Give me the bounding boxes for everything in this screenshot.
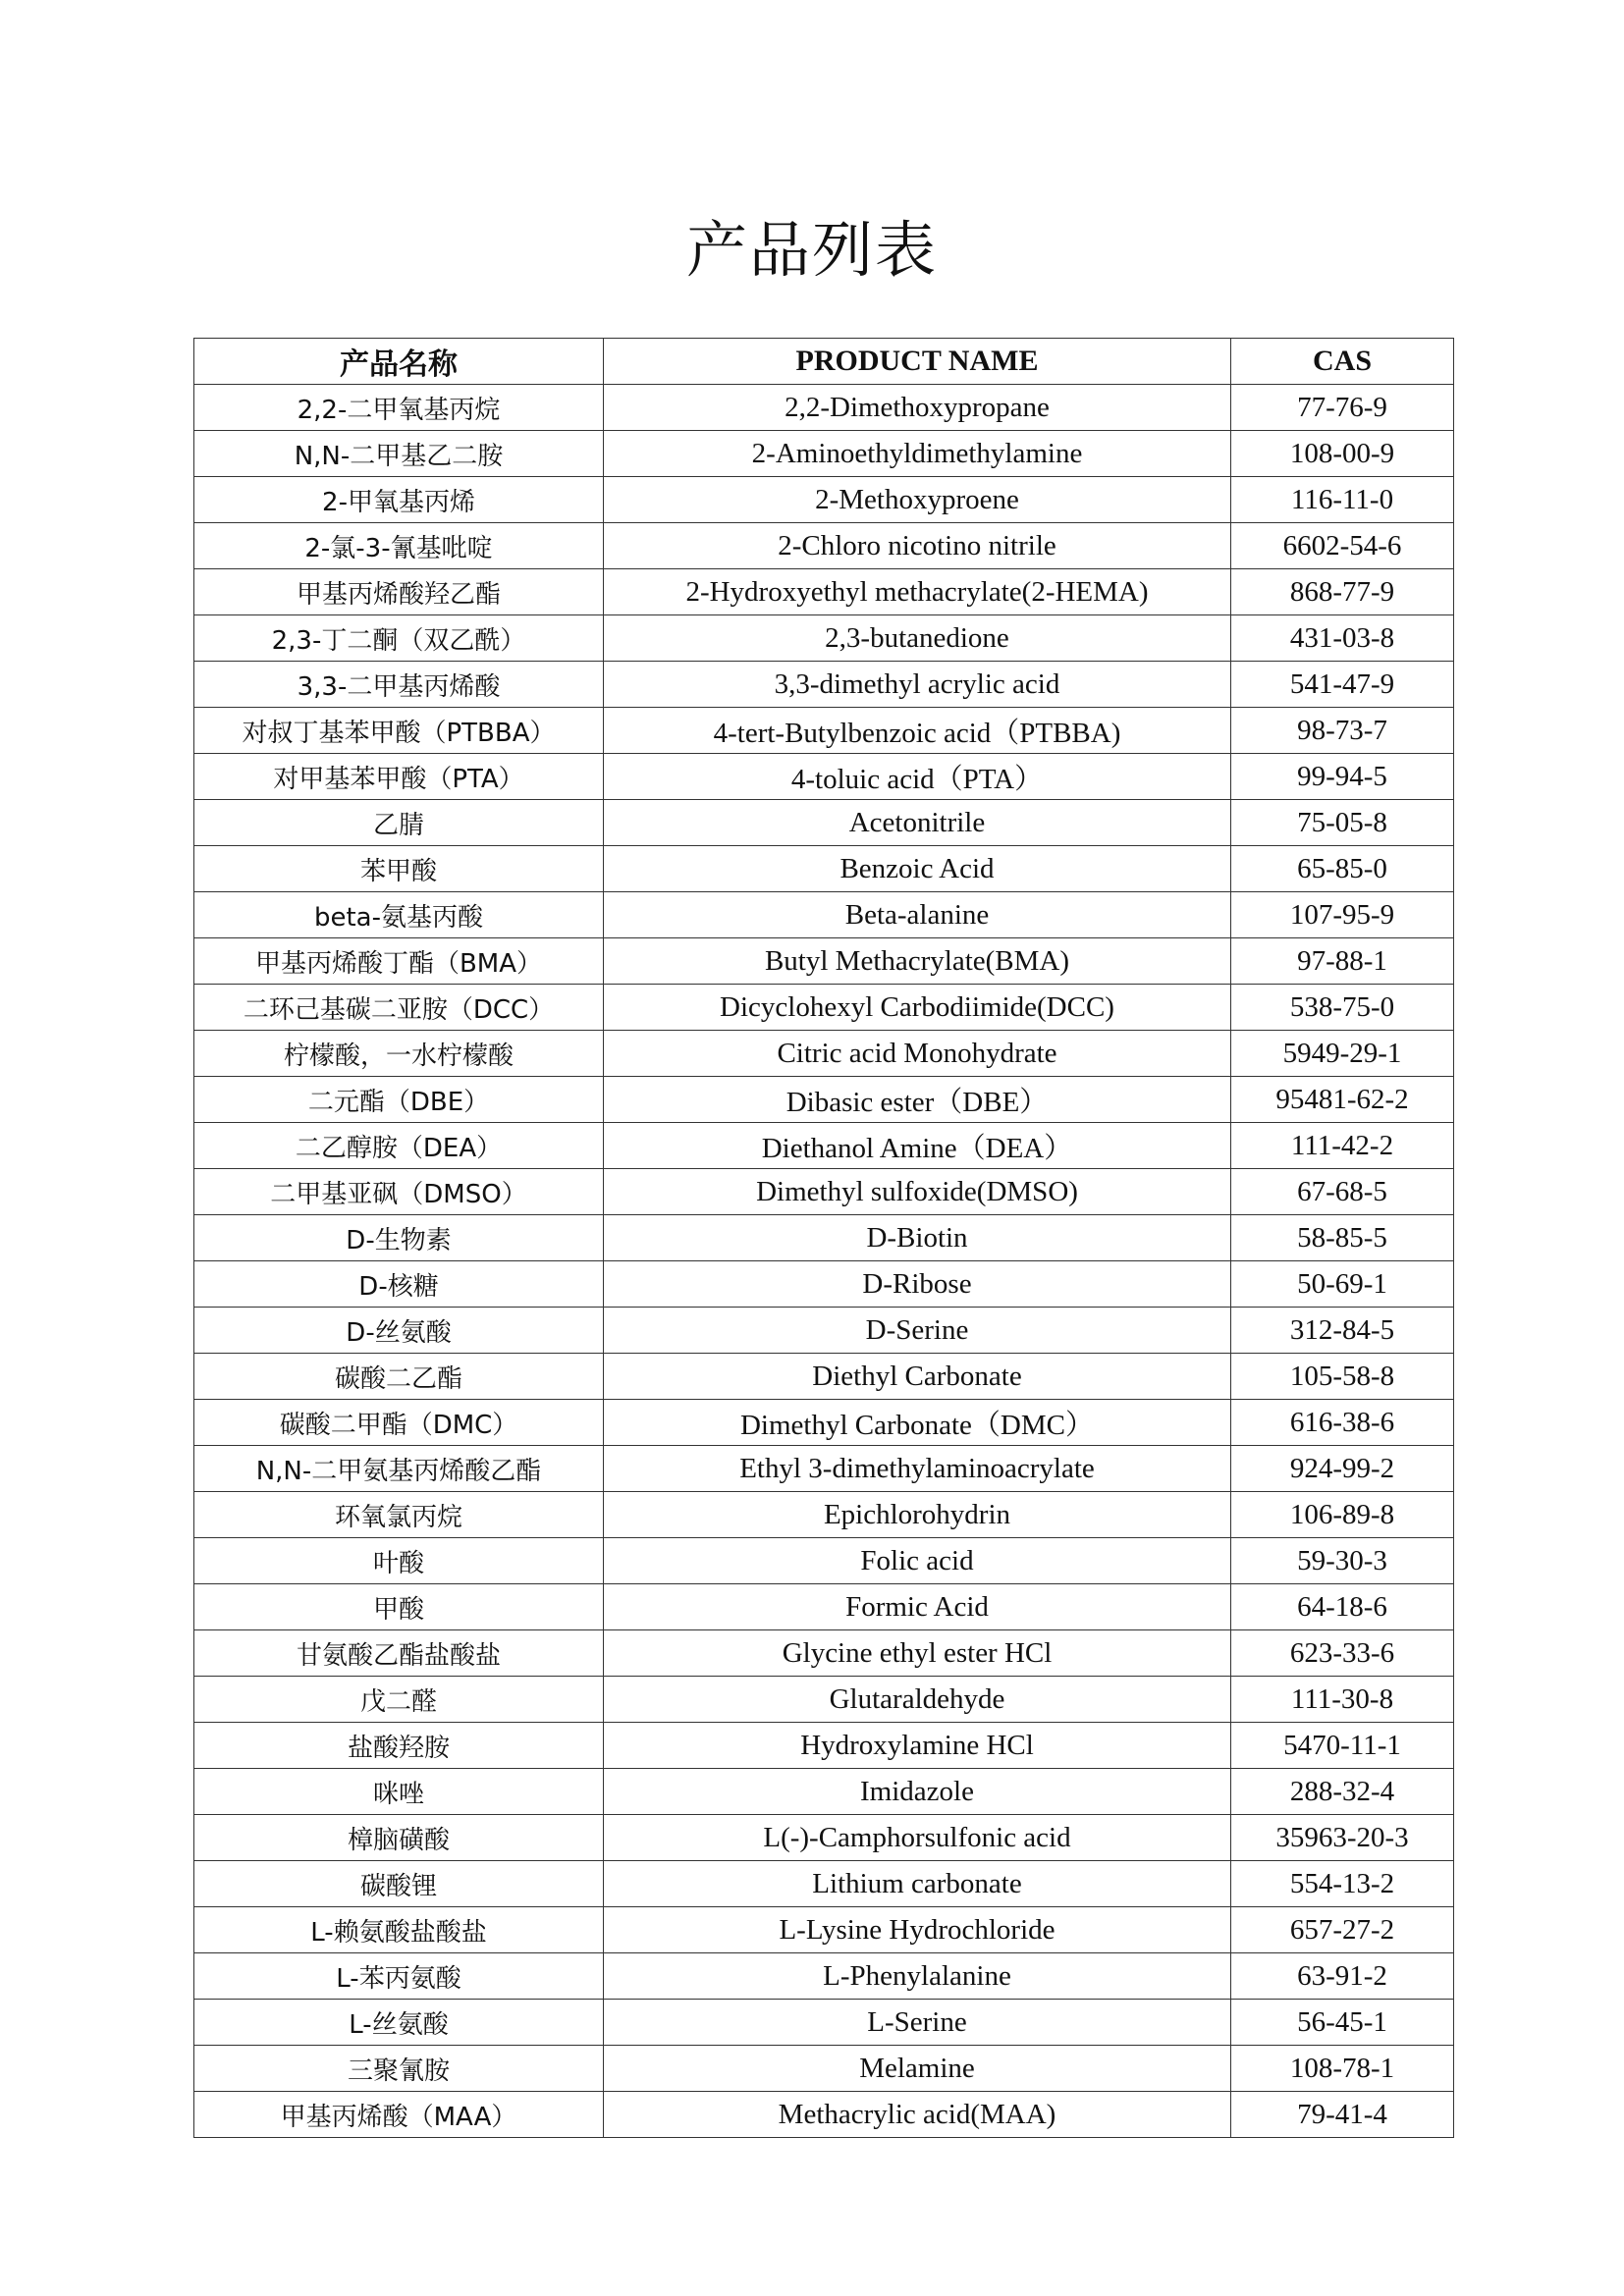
cn-name-cell: 柠檬酸，一水柠檬酸 [194, 1031, 604, 1077]
product-name-cell: L(-)-Camphorsulfonic acid [604, 1815, 1231, 1861]
cas-cell: 111-42-2 [1231, 1123, 1454, 1169]
cas-cell: 108-00-9 [1231, 431, 1454, 477]
cn-name-cell: 碳酸锂 [194, 1861, 604, 1907]
cas-cell: 108-78-1 [1231, 2046, 1454, 2092]
table-row [194, 1677, 1454, 1723]
product-name-cell: 2-Methoxyproene [604, 477, 1231, 523]
cas-cell: 58-85-5 [1231, 1215, 1454, 1261]
table-row [194, 800, 1454, 846]
cas-cell: 6602-54-6 [1231, 523, 1454, 569]
cn-name-cell: 甲基丙烯酸丁酯（BMA） [194, 938, 604, 985]
table-row [194, 985, 1454, 1031]
table-row [194, 938, 1454, 985]
cas-cell: 105-58-8 [1231, 1354, 1454, 1400]
table-row [194, 615, 1454, 662]
table-row [194, 1354, 1454, 1400]
cas-cell: 63-91-2 [1231, 1953, 1454, 2000]
cas-cell: 95481-62-2 [1231, 1077, 1454, 1123]
table-row [194, 523, 1454, 569]
product-name-cell: 3,3-dimethyl acrylic acid [604, 662, 1231, 708]
product-name-cell: 2,3-butanedione [604, 615, 1231, 662]
product-name-cell: Methacrylic acid(MAA) [604, 2092, 1231, 2138]
cas-cell: 5949-29-1 [1231, 1031, 1454, 1077]
cas-cell: 56-45-1 [1231, 2000, 1454, 2046]
header-cn-name: 产品名称 [194, 339, 604, 385]
product-name-cell: 4-toluic acid（PTA） [604, 754, 1231, 800]
table-row [194, 1907, 1454, 1953]
cn-name-cell: 环氧氯丙烷 [194, 1492, 604, 1538]
cas-cell: 75-05-8 [1231, 800, 1454, 846]
cas-cell: 98-73-7 [1231, 708, 1454, 754]
cn-name-cell: 三聚氰胺 [194, 2046, 604, 2092]
cn-name-cell: D-生物素 [194, 1215, 604, 1261]
product-name-cell: Hydroxylamine HCl [604, 1723, 1231, 1769]
cn-name-cell: 二乙醇胺（DEA） [194, 1123, 604, 1169]
table-row [194, 1815, 1454, 1861]
table-row [194, 1492, 1454, 1538]
cas-cell: 59-30-3 [1231, 1538, 1454, 1584]
table-body [194, 385, 1454, 2138]
table-header-row [194, 339, 1454, 385]
product-name-cell: Benzoic Acid [604, 846, 1231, 892]
cn-name-cell: 2-甲氧基丙烯 [194, 477, 604, 523]
cas-cell: 99-94-5 [1231, 754, 1454, 800]
page-title: 产品列表 [685, 214, 938, 286]
product-name-cell: Folic acid [604, 1538, 1231, 1584]
table-row [194, 1769, 1454, 1815]
table-row [194, 1400, 1454, 1446]
cas-cell: 35963-20-3 [1231, 1815, 1454, 1861]
table-row [194, 1538, 1454, 1584]
cas-cell: 64-18-6 [1231, 1584, 1454, 1630]
cn-name-cell: 戊二醛 [194, 1677, 604, 1723]
cas-cell: 616-38-6 [1231, 1400, 1454, 1446]
cas-cell: 431-03-8 [1231, 615, 1454, 662]
table-row [194, 385, 1454, 431]
cn-name-cell: N,N-二甲氨基丙烯酸乙酯 [194, 1446, 604, 1492]
cas-cell: 924-99-2 [1231, 1446, 1454, 1492]
product-name-cell: Dimethyl Carbonate（DMC） [604, 1400, 1231, 1446]
cn-name-cell: D-丝氨酸 [194, 1308, 604, 1354]
table-row [194, 1031, 1454, 1077]
table-row [194, 477, 1454, 523]
cn-name-cell: 苯甲酸 [194, 846, 604, 892]
cas-cell: 79-41-4 [1231, 2092, 1454, 2138]
table-row [194, 1308, 1454, 1354]
product-name-cell: Beta-alanine [604, 892, 1231, 938]
product-name-cell: L-Phenylalanine [604, 1953, 1231, 2000]
cas-cell: 106-89-8 [1231, 1492, 1454, 1538]
table-row [194, 1446, 1454, 1492]
header-cas: CAS [1231, 339, 1454, 385]
product-name-cell: Butyl Methacrylate(BMA) [604, 938, 1231, 985]
cn-name-cell: 2,3-丁二酮（双乙酰） [194, 615, 604, 662]
cn-name-cell: 二甲基亚砜（DMSO） [194, 1169, 604, 1215]
table-row [194, 1953, 1454, 2000]
product-name-cell: 2-Hydroxyethyl methacrylate(2-HEMA) [604, 569, 1231, 615]
table-row [194, 708, 1454, 754]
product-name-cell: L-Serine [604, 2000, 1231, 2046]
product-name-cell: 2,2-Dimethoxypropane [604, 385, 1231, 431]
table-row [194, 1169, 1454, 1215]
table-row [194, 662, 1454, 708]
cn-name-cell: 二环己基碳二亚胺（DCC） [194, 985, 604, 1031]
cn-name-cell: 乙腈 [194, 800, 604, 846]
cn-name-cell: 对叔丁基苯甲酸（PTBBA） [194, 708, 604, 754]
table-row [194, 2092, 1454, 2138]
cn-name-cell: N,N-二甲基乙二胺 [194, 431, 604, 477]
product-name-cell: Dibasic ester（DBE） [604, 1077, 1231, 1123]
product-name-cell: Glycine ethyl ester HCl [604, 1630, 1231, 1677]
product-name-cell: L-Lysine Hydrochloride [604, 1907, 1231, 1953]
cas-cell: 623-33-6 [1231, 1630, 1454, 1677]
cas-cell: 657-27-2 [1231, 1907, 1454, 1953]
header-product-name: PRODUCT NAME [604, 339, 1231, 385]
cas-cell: 868-77-9 [1231, 569, 1454, 615]
product-name-cell: D-Ribose [604, 1261, 1231, 1308]
table-row [194, 1077, 1454, 1123]
table-row [194, 1261, 1454, 1308]
cn-name-cell: 叶酸 [194, 1538, 604, 1584]
product-name-cell: Melamine [604, 2046, 1231, 2092]
cn-name-cell: L-丝氨酸 [194, 2000, 604, 2046]
cn-name-cell: 2-氯-3-氰基吡啶 [194, 523, 604, 569]
table-row [194, 846, 1454, 892]
cas-cell: 288-32-4 [1231, 1769, 1454, 1815]
product-name-cell: Glutaraldehyde [604, 1677, 1231, 1723]
cas-cell: 541-47-9 [1231, 662, 1454, 708]
cn-name-cell: 二元酯（DBE） [194, 1077, 604, 1123]
cas-cell: 111-30-8 [1231, 1677, 1454, 1723]
cas-cell: 116-11-0 [1231, 477, 1454, 523]
product-name-cell: 4-tert-Butylbenzoic acid（PTBBA) [604, 708, 1231, 754]
cas-cell: 107-95-9 [1231, 892, 1454, 938]
cn-name-cell: 甲酸 [194, 1584, 604, 1630]
product-name-cell: Dimethyl sulfoxide(DMSO) [604, 1169, 1231, 1215]
cas-cell: 312-84-5 [1231, 1308, 1454, 1354]
product-name-cell: Acetonitrile [604, 800, 1231, 846]
product-name-cell: Lithium carbonate [604, 1861, 1231, 1907]
product-name-cell: D-Serine [604, 1308, 1231, 1354]
product-name-cell: Dicyclohexyl Carbodiimide(DCC) [604, 985, 1231, 1031]
table-row [194, 431, 1454, 477]
product-name-cell: Imidazole [604, 1769, 1231, 1815]
cas-cell: 65-85-0 [1231, 846, 1454, 892]
cas-cell: 538-75-0 [1231, 985, 1454, 1031]
product-name-cell: Formic Acid [604, 1584, 1231, 1630]
table-row [194, 2046, 1454, 2092]
cas-cell: 554-13-2 [1231, 1861, 1454, 1907]
cn-name-cell: 甲基丙烯酸羟乙酯 [194, 569, 604, 615]
cn-name-cell: 碳酸二甲酯（DMC） [194, 1400, 604, 1446]
table-row [194, 892, 1454, 938]
table-row [194, 1584, 1454, 1630]
product-table [193, 338, 1454, 2138]
product-name-cell: Diethanol Amine（DEA） [604, 1123, 1231, 1169]
cn-name-cell: 碳酸二乙酯 [194, 1354, 604, 1400]
cn-name-cell: 咪唑 [194, 1769, 604, 1815]
cn-name-cell: 3,3-二甲基丙烯酸 [194, 662, 604, 708]
table-row [194, 2000, 1454, 2046]
table-row [194, 1861, 1454, 1907]
cas-cell: 97-88-1 [1231, 938, 1454, 985]
cn-name-cell: D-核糖 [194, 1261, 604, 1308]
table-row [194, 1630, 1454, 1677]
cn-name-cell: 2,2-二甲氧基丙烷 [194, 385, 604, 431]
cas-cell: 50-69-1 [1231, 1261, 1454, 1308]
cas-cell: 77-76-9 [1231, 385, 1454, 431]
product-name-cell: Diethyl Carbonate [604, 1354, 1231, 1400]
cn-name-cell: 盐酸羟胺 [194, 1723, 604, 1769]
table-row [194, 1215, 1454, 1261]
product-name-cell: Citric acid Monohydrate [604, 1031, 1231, 1077]
cas-cell: 67-68-5 [1231, 1169, 1454, 1215]
product-name-cell: D-Biotin [604, 1215, 1231, 1261]
cn-name-cell: 对甲基苯甲酸（PTA） [194, 754, 604, 800]
table-row [194, 754, 1454, 800]
product-name-cell: 2-Chloro nicotino nitrile [604, 523, 1231, 569]
cn-name-cell: 樟脑磺酸 [194, 1815, 604, 1861]
product-name-cell: Ethyl 3-dimethylaminoacrylate [604, 1446, 1231, 1492]
product-name-cell: Epichlorohydrin [604, 1492, 1231, 1538]
table-row [194, 1123, 1454, 1169]
table-row [194, 1723, 1454, 1769]
table-row [194, 569, 1454, 615]
cn-name-cell: 甘氨酸乙酯盐酸盐 [194, 1630, 604, 1677]
cn-name-cell: 甲基丙烯酸（MAA） [194, 2092, 604, 2138]
product-name-cell: 2-Aminoethyldimethylamine [604, 431, 1231, 477]
cas-cell: 5470-11-1 [1231, 1723, 1454, 1769]
cn-name-cell: beta-氨基丙酸 [194, 892, 604, 938]
cn-name-cell: L-赖氨酸盐酸盐 [194, 1907, 604, 1953]
cn-name-cell: L-苯丙氨酸 [194, 1953, 604, 2000]
